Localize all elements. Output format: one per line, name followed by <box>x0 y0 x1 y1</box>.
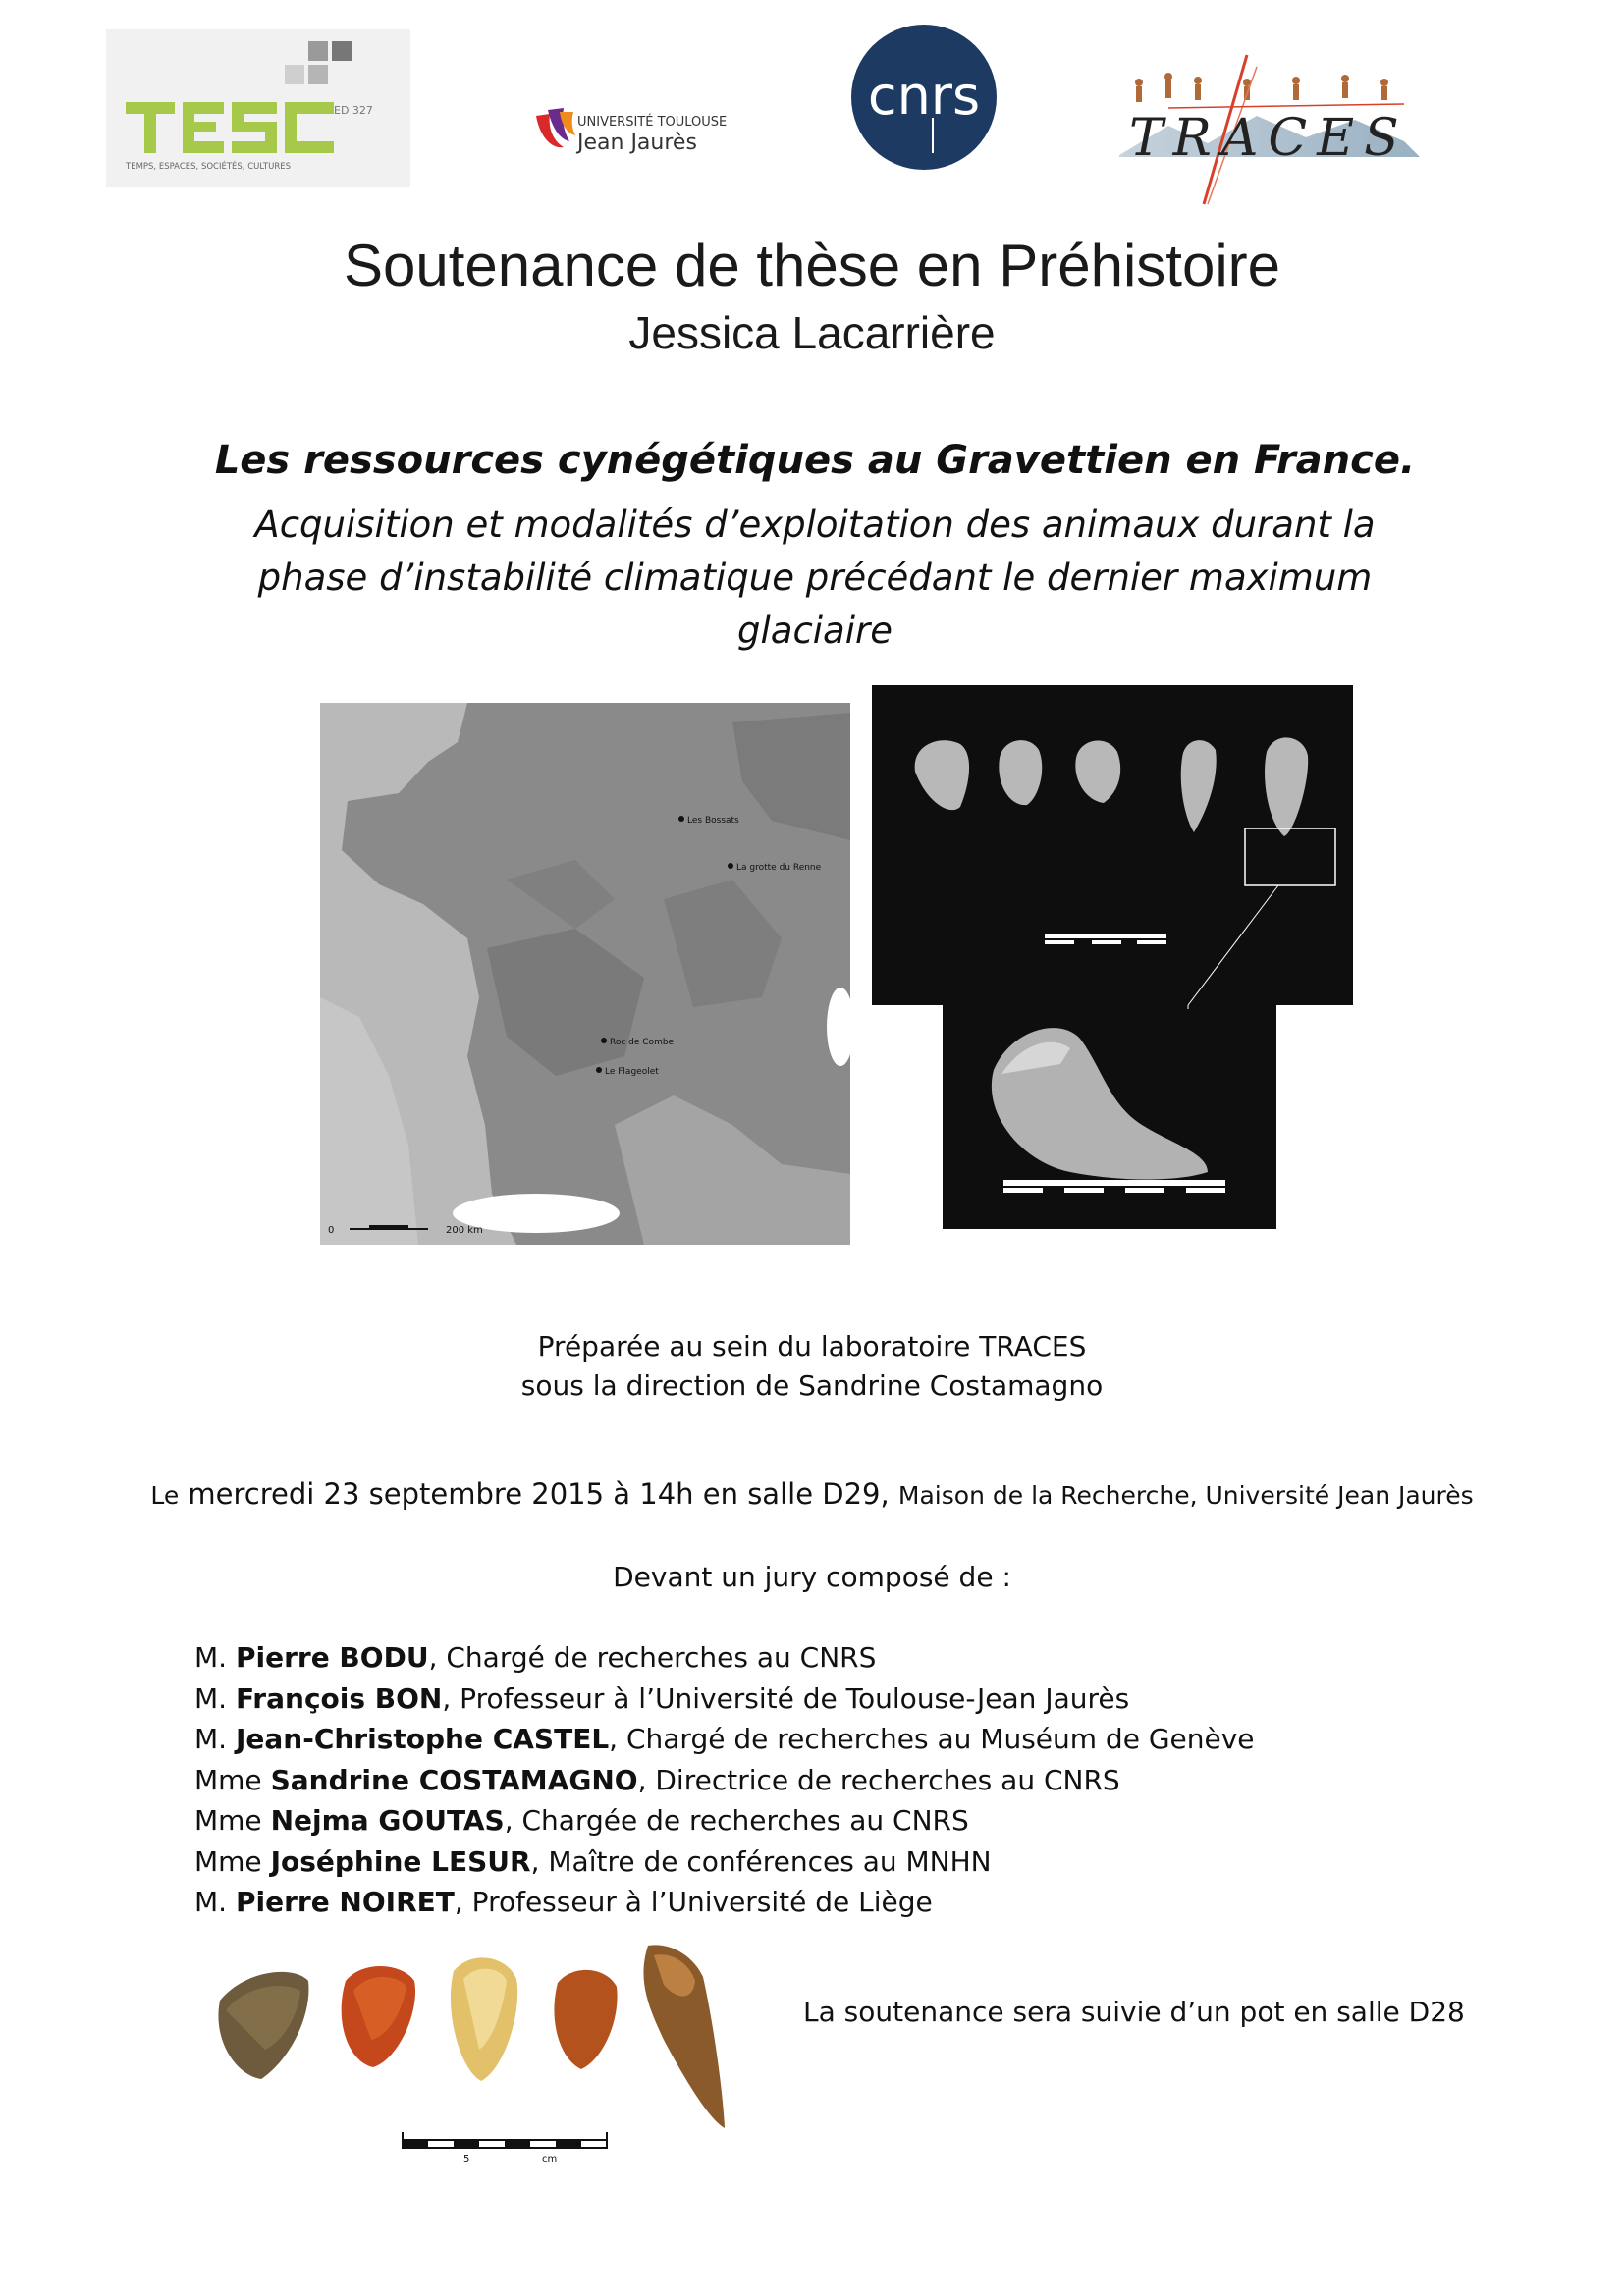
jury-member <box>194 1679 1471 1720</box>
ut2j-line1: UNIVERSITÉ TOULOUSE <box>577 115 728 130</box>
reception-note: La soutenance sera suivie d’un pot en salle D28 <box>803 1996 1465 2028</box>
jury-member-title: Mme <box>194 1844 262 1878</box>
preparation-line-1: Préparée au sein du laboratoire TRACES <box>537 1330 1087 1362</box>
artifacts-scale-value: 5 <box>463 2154 470 2164</box>
jury-member-name: Sandrine COSTAMAGNO <box>270 1763 638 1796</box>
jury-member-title: M. <box>194 1886 228 1918</box>
jury-member-name: Pierre BODU <box>235 1641 429 1674</box>
jury-intro: Devant un jury composé de : <box>613 1561 1011 1593</box>
artifacts-scale-unit: cm <box>542 2154 558 2164</box>
map-scale-end: 200 km <box>446 1225 483 1236</box>
tesc-ed-label: ED 327 <box>334 104 373 117</box>
jury-member <box>194 1637 1471 1679</box>
candidate-name: Jessica Lacarrière <box>628 307 996 358</box>
jury-member-name: François BON <box>235 1682 443 1715</box>
traces-logo <box>1110 47 1424 214</box>
jury-member-title: M. <box>194 1682 228 1715</box>
jury-list <box>194 1637 1471 1923</box>
map-site-le-flageolet: Le Flageolet <box>605 1067 659 1077</box>
tesc-subtitle: TEMPS, ESPACES, SOCIÉTÉS, CULTURES <box>126 162 292 172</box>
map-of-france <box>320 703 850 1245</box>
artifacts-photo <box>206 1942 766 2167</box>
map-scale-start: 0 <box>328 1225 335 1236</box>
jury-member <box>194 1719 1471 1760</box>
jury-member-role: , Chargée de recherches au CNRS <box>504 1804 969 1837</box>
jury-member-name: Joséphine LESUR <box>270 1844 531 1878</box>
jury-member-role: , Maître de conférences au MNHN <box>530 1844 992 1878</box>
jury-member-title: Mme <box>194 1804 262 1837</box>
event-venue: Maison de la Recherche, Université Jean Jaurès <box>897 1481 1474 1510</box>
page-title: Soutenance de thèse en Préhistoire <box>344 233 1280 298</box>
jury-member <box>194 1842 1471 1883</box>
thesis-title: Les ressources cynégétiques au Gravettien en France. <box>214 438 1416 483</box>
jury-member <box>194 1882 1471 1923</box>
jury-member-role: , Chargé de recherches au Muséum de Genève <box>609 1723 1255 1755</box>
cnrs-logo-text: cnrs <box>867 65 981 127</box>
map-site-les-bossats: Les Bossats <box>687 816 739 826</box>
traces-logo-text: TRACES <box>1129 109 1409 168</box>
thesis-subtitle: Acquisition et modalités d’exploitation des animaux durant la phase d’instabilité climatique précédant le dernier maximum glaciaire <box>254 504 1376 652</box>
jury-member-title: Mme <box>194 1763 262 1796</box>
bone-photo-zoom <box>943 1005 1276 1229</box>
jury-member <box>194 1800 1471 1842</box>
jury-member <box>194 1760 1471 1801</box>
map-site-grotte-du-renne: La grotte du Renne <box>736 863 822 873</box>
jury-member-title: M. <box>194 1723 228 1755</box>
ut2j-logo <box>530 98 746 167</box>
jury-member-role: , Directrice de recherches au CNRS <box>637 1763 1120 1796</box>
jury-member-title: M. <box>194 1641 228 1674</box>
bone-photo-top <box>872 685 1353 1005</box>
event-datetime: mercredi 23 septembre 2015 à 14h en salle D29, <box>188 1477 890 1511</box>
jury-member-role: , Professeur à l’Université de Toulouse-Jean Jaurès <box>442 1682 1130 1715</box>
tesc-logo <box>106 29 410 187</box>
jury-member-role: , Professeur à l’Université de Liège <box>454 1886 933 1918</box>
preparation-block <box>0 1327 1624 1406</box>
jury-member-name: Nejma GOUTAS <box>270 1804 505 1837</box>
cnrs-logo <box>850 24 998 171</box>
event-prefix: Le <box>150 1481 180 1510</box>
event-date-line <box>0 1477 1624 1511</box>
ut2j-line2: Jean Jaurès <box>577 131 697 155</box>
map-site-roc-de-combe: Roc de Combe <box>610 1038 675 1047</box>
jury-member-role: , Chargé de recherches au CNRS <box>428 1641 877 1674</box>
preparation-line-2: sous la direction de Sandrine Costamagno <box>520 1369 1104 1402</box>
jury-member-name: Pierre NOIRET <box>235 1886 455 1918</box>
artifacts-scale-bar <box>403 2132 607 2164</box>
jury-member-name: Jean-Christophe CASTEL <box>235 1723 610 1755</box>
